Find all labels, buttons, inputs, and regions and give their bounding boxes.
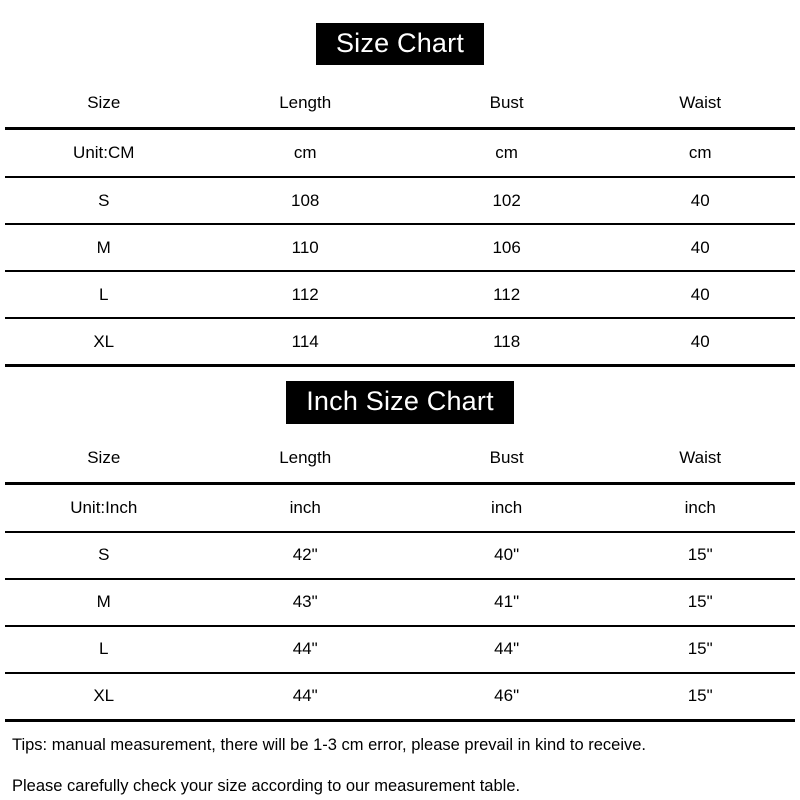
cm-row-s-waist: 40 xyxy=(605,177,795,224)
inch-table-header-row xyxy=(5,434,795,484)
inch-row-m-length: 43" xyxy=(203,579,408,626)
inch-header-waist: Waist xyxy=(605,434,795,484)
inch-unit-row xyxy=(5,483,795,532)
cm-table-header-row xyxy=(5,79,795,129)
note-check-size: Please carefully check your size according to our measurement table. xyxy=(12,777,521,796)
cm-chart-title-wrap xyxy=(0,0,800,65)
inch-row-xl-bust: 46" xyxy=(408,673,606,721)
cm-row-s-size: S xyxy=(5,177,203,224)
inch-row-s-length: 42" xyxy=(203,532,408,579)
inch-unit-length: inch xyxy=(203,483,408,532)
inch-header-bust: Bust xyxy=(408,434,606,484)
cm-size-table xyxy=(5,79,795,367)
inch-row-xl-waist: 15" xyxy=(605,673,795,721)
table-row xyxy=(5,177,795,224)
cm-unit-label: Unit:CM xyxy=(5,129,203,178)
cm-header-size: Size xyxy=(5,79,203,129)
inch-chart-title-wrap xyxy=(0,367,800,423)
note-measurement-error: Tips: manual measurement, there will be 1-3 cm error, please prevail in kind to receive. xyxy=(12,735,647,754)
table-row xyxy=(5,579,795,626)
inch-row-s-size: S xyxy=(5,532,203,579)
cm-row-l-bust: 112 xyxy=(408,271,606,318)
table-row xyxy=(5,318,795,366)
inch-row-m-size: M xyxy=(5,579,203,626)
cm-row-m-length: 110 xyxy=(203,224,408,271)
inch-size-table xyxy=(5,434,795,722)
table-row xyxy=(5,224,795,271)
cm-header-bust: Bust xyxy=(408,79,606,129)
inch-chart-title: Inch Size Chart xyxy=(286,381,514,423)
cm-row-l-waist: 40 xyxy=(605,271,795,318)
inch-row-l-length: 44" xyxy=(203,626,408,673)
inch-unit-label: Unit:Inch xyxy=(5,483,203,532)
cm-unit-length: cm xyxy=(203,129,408,178)
cm-row-m-size: M xyxy=(5,224,203,271)
cm-header-length: Length xyxy=(203,79,408,129)
cm-unit-waist: cm xyxy=(605,129,795,178)
cm-row-m-waist: 40 xyxy=(605,224,795,271)
cm-unit-bust: cm xyxy=(408,129,606,178)
inch-row-l-bust: 44" xyxy=(408,626,606,673)
inch-row-s-bust: 40" xyxy=(408,532,606,579)
inch-row-l-size: L xyxy=(5,626,203,673)
cm-header-waist: Waist xyxy=(605,79,795,129)
inch-row-l-waist: 15" xyxy=(605,626,795,673)
cm-row-xl-bust: 118 xyxy=(408,318,606,366)
table-row xyxy=(5,626,795,673)
inch-row-s-waist: 15" xyxy=(605,532,795,579)
table-row xyxy=(5,532,795,579)
inch-header-size: Size xyxy=(5,434,203,484)
footer-notes xyxy=(0,736,800,798)
inch-unit-bust: inch xyxy=(408,483,606,532)
cm-row-xl-size: XL xyxy=(5,318,203,366)
cm-row-s-bust: 102 xyxy=(408,177,606,224)
cm-row-l-size: L xyxy=(5,271,203,318)
cm-row-s-length: 108 xyxy=(203,177,408,224)
cm-row-xl-length: 114 xyxy=(203,318,408,366)
table-row xyxy=(5,673,795,721)
inch-row-m-bust: 41" xyxy=(408,579,606,626)
inch-row-m-waist: 15" xyxy=(605,579,795,626)
inch-unit-waist: inch xyxy=(605,483,795,532)
cm-row-m-bust: 106 xyxy=(408,224,606,271)
inch-row-xl-length: 44" xyxy=(203,673,408,721)
cm-chart-title: Size Chart xyxy=(316,23,484,65)
cm-unit-row xyxy=(5,129,795,178)
cm-row-xl-waist: 40 xyxy=(605,318,795,366)
table-row xyxy=(5,271,795,318)
inch-row-xl-size: XL xyxy=(5,673,203,721)
cm-row-l-length: 112 xyxy=(203,271,408,318)
inch-header-length: Length xyxy=(203,434,408,484)
